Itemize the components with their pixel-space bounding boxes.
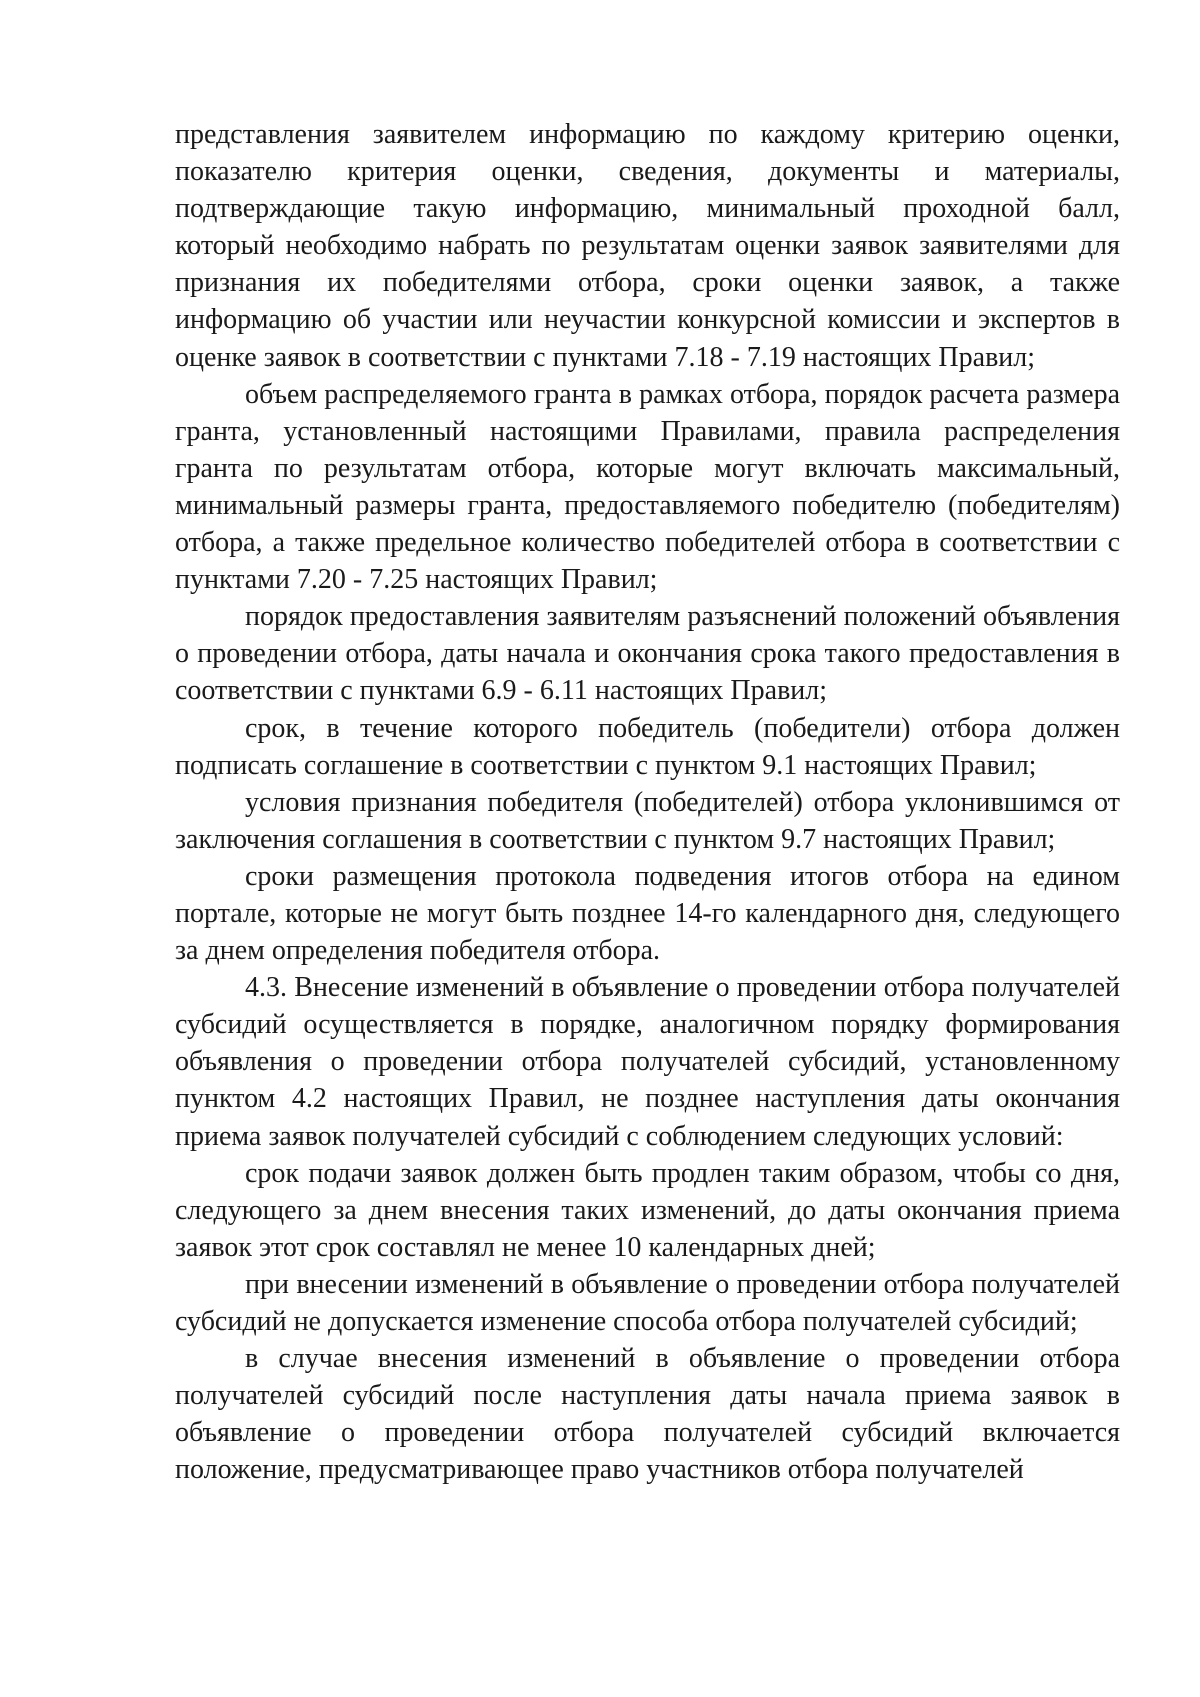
paragraph-criteria: представления заявителем информацию по каждому критерию оценки, показателю критерия оценки, сведения, документы и материалы, подтверждающие такую информацию, минимальный проходной балл, который необходимо набрать по результатам оценки заявок заявителями для признания их победителями отбора, сроки оценки заявок, а также информацию об участии или неучастии конкурсной комиссии и экспертов в оценке заявок в соответствии с пунктами 7.18 - 7.19 настоящих Правил; [175,119,1120,373]
paragraph-protocol-terms: сроки размещения протокола подведения итогов отбора на едином портале, которые не могут быть позднее 14-го календарного дня, следующего за днем определения победителя отбора. [175,860,1120,967]
paragraph-participant-rights: в случае внесения изменений в объявление о проведении отбора получателей субсидий после наступления даты начала приема заявок в объявление о проведении отбора получателей субсидий включается положение, предусматривающее право участников отбора получателей [175,1343,1120,1486]
paragraph-deadline-extension: срок подачи заявок должен быть продлен таким образом, чтобы со дня, следующего за днем внесения таких изменений, до даты окончания приема заявок этот срок составлял не менее 10 календарных дней; [175,1157,1120,1263]
document-body [175,116,1120,1488]
paragraph-section-4-3: 4.3. Внесение изменений в объявление о проведении отбора получателей субсидий осуществляется в порядке, аналогичном порядку формирования объявления о проведении отбора получателей субсидий, установленному пунктом 4.2 настоящих Правил, не позднее наступления даты окончания приема заявок получателей субсидий с соблюдением следующих условий: [175,972,1120,1152]
paragraph-method-change: при внесении изменений в объявление о проведении отбора получателей субсидий не допускается изменение способа отбора получателей субсидий; [175,1268,1120,1337]
paragraph-signing-term: срок, в течение которого победитель (победители) отбора должен подписать соглашение в соответствии с пунктом 9.1 настоящих Правил; [175,712,1120,781]
paragraph-evasion-conditions: условия признания победителя (победителей) отбора уклонившимся от заключения соглашения в соответствии с пунктом 9.7 настоящих Правил; [175,786,1120,855]
paragraph-clarifications: порядок предоставления заявителям разъяснений положений объявления о проведении отбора, даты начала и окончания срока такого предоставления в соответствии с пунктами 6.9 - 6.11 настоящих Правил; [175,601,1120,707]
paragraph-grant-volume: объем распределяемого гранта в рамках отбора, порядок расчета размера гранта, установленный настоящими Правилами, правила распределения гранта по результатам отбора, которые могут включать максимальный, минимальный размеры гранта, предоставляемого победителю (победителям) отбора, а также предельное количество победителей отбора в соответствии с пунктами 7.20 - 7.25 настоящих Правил; [175,378,1120,596]
